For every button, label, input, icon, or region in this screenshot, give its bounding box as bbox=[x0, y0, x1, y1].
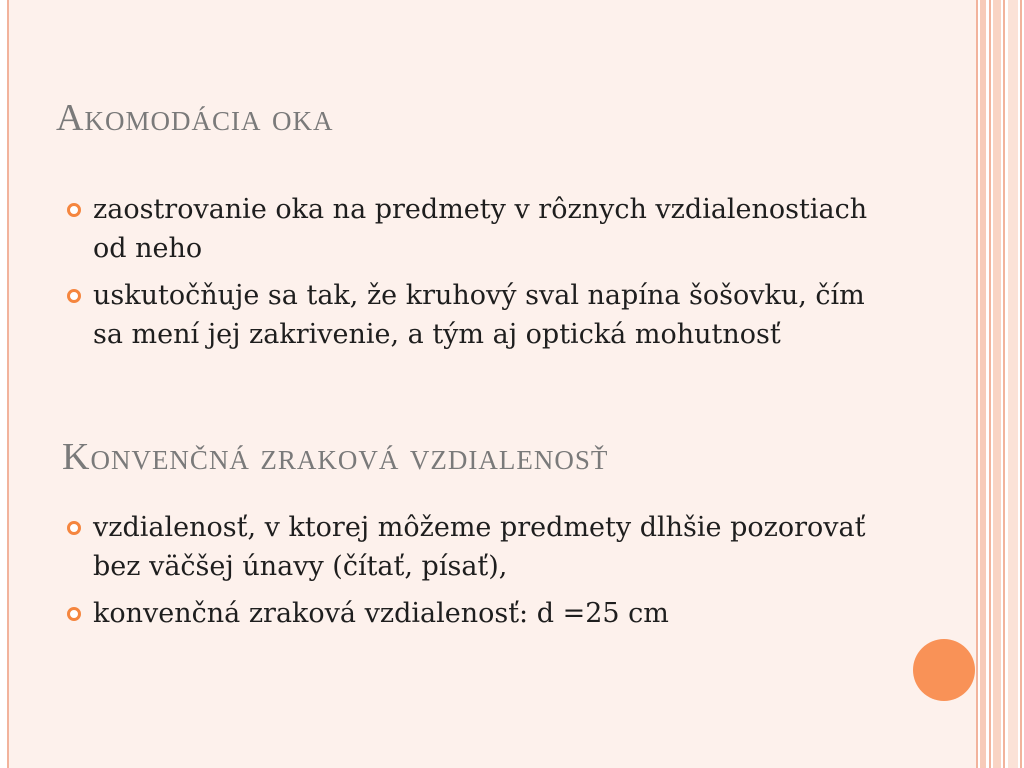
bullet-text: zaostrovanie oka na predmety v rôznych vzdialenostiach od neho bbox=[93, 194, 868, 264]
bullet-circle-icon bbox=[67, 289, 81, 303]
decorative-stripe bbox=[993, 0, 1001, 768]
list-item bbox=[64, 594, 884, 633]
list-item bbox=[64, 190, 884, 268]
bullet-text: vzdialenosť, v ktorej môžeme predmety dlhšie pozorovať bez väčšej únavy (čítať, písať), bbox=[93, 512, 866, 582]
decorative-stripe bbox=[1008, 0, 1018, 768]
decorative-orb bbox=[913, 639, 975, 701]
bullet-text: konvenčná zraková vzdialenosť: d =25 cm bbox=[93, 598, 669, 629]
bullet-text: uskutočňuje sa tak, že kruhový sval napína šošovku, čím sa mení jej zakrivenie, a tým aj optická mohutnosť bbox=[93, 280, 865, 350]
list-item bbox=[64, 508, 884, 586]
decorative-stripe bbox=[1003, 0, 1005, 768]
bullet-list-accommodation bbox=[64, 190, 884, 362]
bullet-circle-icon bbox=[67, 521, 81, 535]
section-heading-accommodation: Akomodácia oka bbox=[56, 97, 334, 139]
bullet-circle-icon bbox=[67, 203, 81, 217]
section-heading-viewing-distance: Konvenčná zraková vzdialenosť bbox=[62, 436, 609, 478]
decorative-stripe bbox=[989, 0, 991, 768]
bullet-list-viewing-distance bbox=[64, 508, 884, 641]
decorative-stripe bbox=[1020, 0, 1022, 768]
list-item bbox=[64, 276, 884, 354]
bullet-circle-icon bbox=[67, 607, 81, 621]
decorative-stripe bbox=[980, 0, 986, 768]
